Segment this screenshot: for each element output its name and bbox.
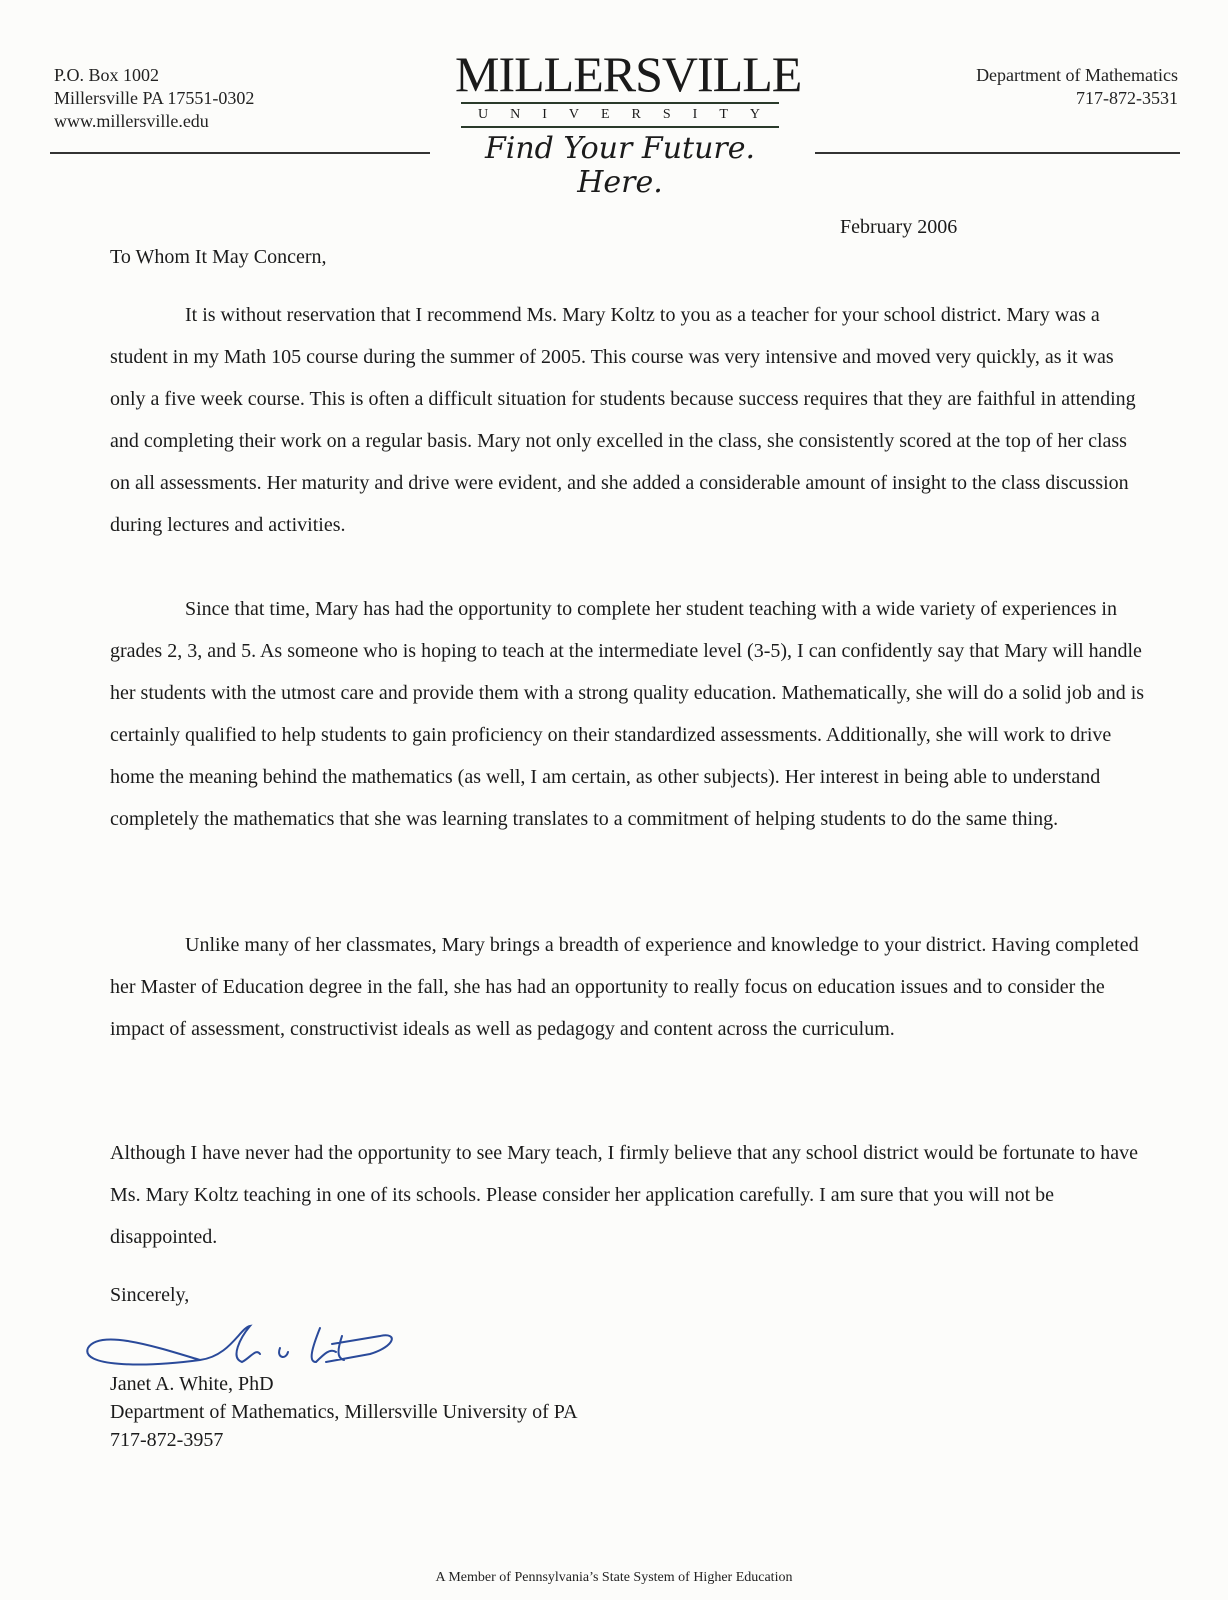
letterhead-department <box>976 64 1178 110</box>
logo-rule <box>461 126 779 128</box>
signer-phone: 717-872-3957 <box>110 1429 224 1451</box>
paragraph-1 <box>110 294 1145 546</box>
signature-icon <box>80 1318 400 1378</box>
paragraph-2 <box>110 588 1145 840</box>
paragraph-4 <box>110 1132 1145 1258</box>
logo-subtitle: UNIVERSITY <box>478 107 782 122</box>
letterhead-address <box>54 64 254 133</box>
divider-left <box>50 152 430 154</box>
address-line: P.O. Box 1002 <box>54 65 160 85</box>
closing: Sincerely, <box>110 1284 190 1306</box>
signature-block <box>110 1370 578 1454</box>
paragraph-3 <box>110 924 1145 1050</box>
logo-tagline: Find Your Future. Here. <box>484 131 756 200</box>
logo-wordmark: MILLERSVILLE <box>455 46 802 102</box>
department-phone: 717-872-3531 <box>1076 88 1178 108</box>
divider-right <box>815 152 1180 154</box>
website-link[interactable]: www.millersville.edu <box>54 111 209 131</box>
signer-name: Janet A. White, PhD <box>110 1373 274 1395</box>
paragraph-text: Since that time, Mary has had the opportunity to complete her student teaching with a wide variety of experiences in grades 2, 3, and 5. As someone who is hoping to teach at the intermediate level (3-5), I can confidently say that Mary will handle her students with the utmost care and provide them with a strong quality education. Mathematically, she will do a solid job and is certainly qualified to help students to gain proficiency on their standardized assessments. Additionally, she will work to drive home the meaning behind the mathematics (as well, I am certain, as other subjects). Her interest in being able to understand completely the mathematics that she was learning translates to a commitment of helping students to do the same thing. <box>110 598 1145 830</box>
paragraph-text: Although I have never had the opportunity to see Mary teach, I firmly believe that any school district would be fortunate to have Ms. Mary Koltz teaching in one of its schools. Please consider her application carefully. I am sure that you will not be disappointed. <box>110 1142 1139 1248</box>
department-name: Department of Mathematics <box>976 65 1178 85</box>
letter-date: February 2006 <box>840 216 958 238</box>
paragraph-text: Unlike many of her classmates, Mary brings a breadth of experience and knowledge to your district. Having completed her Master of Education degree in the fall, she has had an opportunity to really focus on education issues and to consider the impact of assessment, constructivist ideals as well as pedagogy and content across the curriculum. <box>110 934 1139 1040</box>
logo-rule <box>461 102 779 104</box>
signer-affiliation: Department of Mathematics, Millersville University of PA <box>110 1401 578 1423</box>
university-logo <box>455 46 802 200</box>
paragraph-text: It is without reservation that I recommend Ms. Mary Koltz to you as a teacher for your school district. Mary was a student in my Math 105 course during the summer of 2005. This course was very intensive and moved very quickly, as it was only a five week course. This is often a difficult situation for students because success requires that they are faithful in attending and completing their work on a regular basis. Mary not only excelled in the class, she consistently scored at the top of her class on all assessments. Her maturity and drive were evident, and she added a considerable amount of insight to the class discussion during lectures and activities. <box>110 304 1136 536</box>
salutation: To Whom It May Concern, <box>110 246 327 268</box>
footer-note: A Member of Pennsylvania’s State System of Higher Education <box>435 1570 793 1585</box>
address-line: Millersville PA 17551-0302 <box>54 88 255 108</box>
